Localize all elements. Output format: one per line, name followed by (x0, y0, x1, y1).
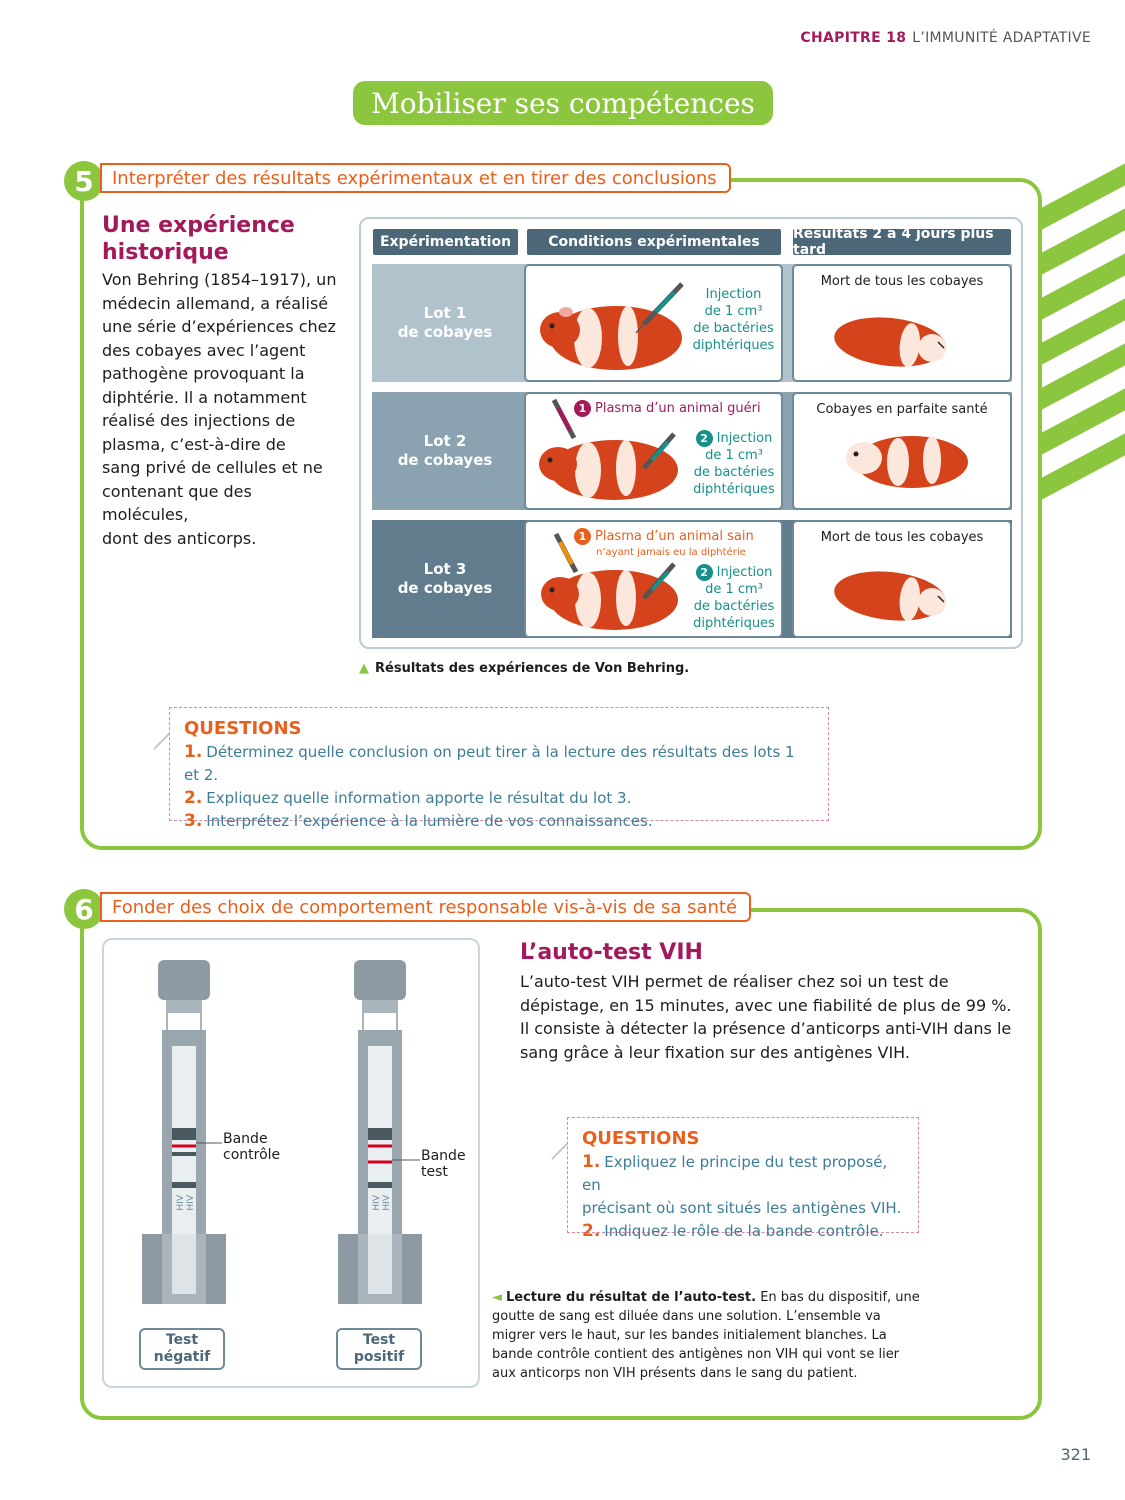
result-cell-lot2 (792, 392, 1012, 510)
injection-line: de bactéries (693, 599, 775, 614)
positive-test-tube (338, 960, 422, 1304)
test-positive-label: Test positif (336, 1328, 422, 1370)
exercise-5-number: 5 (64, 161, 104, 201)
questions-box-5 (169, 707, 829, 831)
intro-line: dont des anticorps. (102, 528, 257, 548)
intro-heading-line2: historique (102, 240, 229, 265)
page-number: 321 (1060, 1445, 1091, 1464)
autotest-text (520, 970, 1020, 1064)
injection-line: de 1 cm³ (705, 582, 763, 597)
condition-cell-lot3 (524, 520, 783, 638)
hiv-strip-text: HIV (176, 1195, 186, 1211)
exercise-6-title: Fonder des choix de comportement responsable vis-à-vis de sa santé (100, 892, 751, 922)
injection-line: de bactéries (693, 321, 774, 336)
result-text-lot1: Mort de tous les cobayes (820, 274, 984, 289)
caption-text: Résultats des expériences de Von Behring. (375, 661, 690, 676)
chapter-subject: L’IMMUNITÉ ADAPTATIVE (912, 30, 1091, 46)
bullet-1-icon: 1 (574, 400, 591, 417)
dead-guinea-pig-icon (794, 522, 1010, 636)
negative-test-tube (142, 960, 226, 1304)
injection-line: diphtériques (693, 482, 775, 497)
autotest-heading: L’auto-test VIH (520, 940, 703, 965)
page-title: Mobiliser ses compétences (353, 81, 773, 125)
question-item: 2. Indiquez le rôle de la bande contrôle. (582, 1221, 884, 1241)
col-header-experimentation: Expérimentation (373, 229, 518, 255)
intro-line: sang privé de cellules et ne (102, 458, 323, 477)
exercise-6-number: 6 (64, 889, 104, 929)
injection-line: Injection (716, 431, 773, 446)
healthy-guinea-pig-icon (794, 394, 1010, 508)
chapter-header (800, 30, 1091, 46)
intro-line: médecin allemand, a réalisé (102, 293, 329, 313)
intro-heading-line1: Une expérience (102, 213, 295, 238)
lot-2-label (372, 392, 518, 510)
condition-cell-lot1 (524, 264, 783, 382)
condition-cell-lot2 (524, 392, 783, 510)
result-text-lot2: Cobayes en parfaite santé (816, 402, 988, 417)
question-item: 2. Expliquez quelle information apporte le résultat du lot 3. (184, 788, 632, 808)
result-cell-lot1 (792, 264, 1012, 382)
bullet-1-icon: 1 (574, 528, 591, 545)
question-item: 3. Interprétez l’expérience à la lumière de vos connaissances. (184, 811, 653, 831)
question-item: 1. Déterminez quelle conclusion on peut tirer à la lecture des résultats des lots 1 et 2. (184, 742, 795, 784)
lot-1-line1: Lot 1 (423, 304, 467, 322)
hiv-strip-text: HIV (186, 1195, 196, 1211)
exercise-5-title: Interpréter des résultats expérimentaux et en tirer des conclusions (100, 163, 731, 193)
lot-3-line2: de cobayes (397, 579, 493, 597)
question-item-cont: précisant où sont situés les antigènes VIH. (582, 1199, 902, 1217)
injection-line: de 1 cm³ (704, 304, 763, 319)
caption-line: goutte de sang est diluée dans une solution. L’ensemble va (492, 1309, 881, 1324)
lot-2-line2: de cobayes (397, 451, 493, 469)
chapter-number: CHAPITRE 18 (800, 30, 907, 46)
intro-line: Von Behring (1854–1917), un (102, 270, 337, 289)
bullet-2-icon: 2 (696, 430, 713, 447)
questions-title: QUESTIONS (582, 1128, 700, 1149)
caption-bold: Lecture du résultat de l’auto-test. (506, 1290, 757, 1305)
col-header-results: Résultats 2 à 4 jours plus tard (793, 229, 1011, 255)
caption-line: aux anticorps non VIH présents dans le sang du patient. (492, 1366, 858, 1381)
figure-caption-6: ◄ Lecture du résultat de l’auto-test. En bas du dispositif, une goutte de sang est diluée dans une solution. L’ensemble va migrer vers le haut, sur les bandes initialement blanches. La bande contrôle contient des antigènes non VIH qui vont se lier aux anticorps non VIH présents dans le sang du patient. (492, 1288, 932, 1383)
questions-box-6 (567, 1117, 919, 1241)
injection-line: Injection (716, 565, 773, 580)
autotest-line: Il consiste à détecter la présence d’anticorps anti-VIH dans le (520, 1019, 1012, 1038)
lot-3-label (372, 520, 518, 638)
injection-line: de 1 cm³ (705, 448, 763, 463)
intro-line: contenant que des molécules, (102, 481, 252, 524)
triangle-left-icon: ◄ (492, 1290, 502, 1305)
caption-line: bande contrôle contient des antigènes non VIH qui vont se lier (492, 1347, 900, 1362)
decorative-stripes (1035, 150, 1125, 520)
intro-line: des cobayes avec l’agent (102, 340, 306, 360)
result-text-lot3: Mort de tous les cobayes (820, 530, 984, 545)
caption-line: migrer vers le haut, sur les bandes initialement blanches. La (492, 1328, 887, 1343)
injection-line: diphtériques (693, 616, 775, 631)
hiv-strip-text: HIV (382, 1195, 392, 1211)
autotest-line: dépistage, en 15 minutes, avec une fiabilité de plus de 99 %. (520, 995, 1012, 1015)
plasma-sain-subtext: n’ayant jamais eu la diphtérie (596, 547, 746, 558)
result-cell-lot3 (792, 520, 1012, 638)
intro-line: diphtérie. Il a notamment (102, 387, 307, 407)
band-control-label: Bande contrôle (223, 1131, 281, 1163)
bullet-2-icon: 2 (696, 564, 713, 581)
band-test-label: Bande test (421, 1148, 466, 1180)
intro-line: une série d’expériences chez (102, 317, 336, 336)
exercise-5-intro (102, 212, 342, 550)
autotest-line: sang grâce à leur fixation sur des antigènes VIH. (520, 1042, 910, 1062)
lot-1-line2: de cobayes (397, 323, 493, 341)
questions-title: QUESTIONS (184, 718, 302, 739)
injection-line: de bactéries (693, 465, 775, 480)
injection-line: Injection (705, 287, 762, 302)
hiv-strip-text: HIV (372, 1195, 382, 1211)
lot-1-label (372, 264, 518, 382)
lot-2-line1: Lot 2 (423, 432, 467, 450)
col-header-conditions: Conditions expérimentales (527, 229, 781, 255)
injection-line: diphtériques (692, 338, 775, 353)
question-item: 1. Expliquez le principe du test proposé, en (582, 1152, 888, 1194)
test-negative-label: Test négatif (139, 1328, 225, 1370)
plasma-sain-text: Plasma d’un animal sain (595, 529, 754, 544)
autotest-line: L’auto-test VIH permet de réaliser chez soi un test de (520, 972, 949, 991)
lot-3-line1: Lot 3 (423, 560, 467, 578)
triangle-up-icon: ▲ (359, 661, 369, 676)
intro-line: réalisé des injections de (102, 411, 296, 430)
intro-line: pathogène provoquant la (102, 364, 305, 383)
figure-caption-5 (359, 661, 689, 676)
intro-line: plasma, c’est-à-dire de (102, 434, 286, 454)
plasma-gueri-text: Plasma d’un animal guéri (595, 401, 761, 416)
dead-guinea-pig-icon (794, 266, 1010, 380)
